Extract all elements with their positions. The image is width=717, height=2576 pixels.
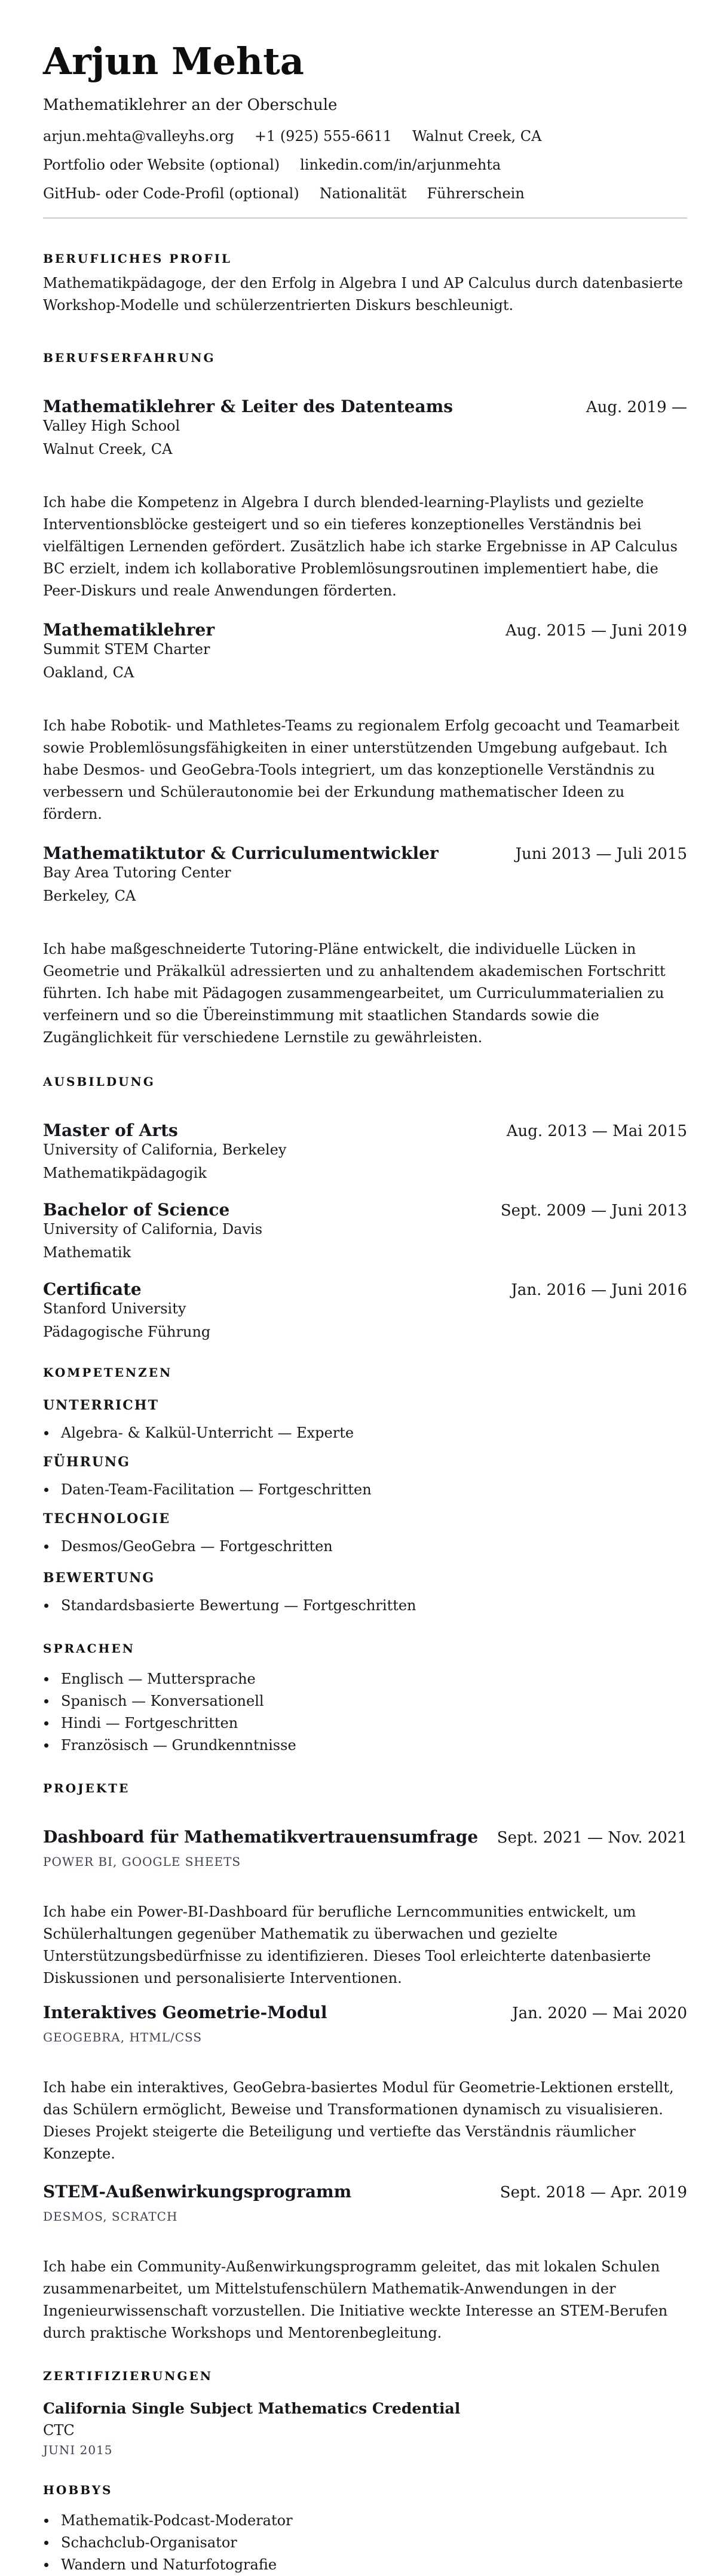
candidate-name: Arjun Mehta: [43, 39, 304, 83]
certification-entry: [43, 2399, 687, 2457]
skills-heading: KOMPETENZEN: [43, 1365, 173, 1380]
languages-list: [43, 1668, 687, 1757]
degree-school: Stanford University: [43, 1300, 186, 1317]
degree-dates: Jan. 2016 — Juni 2016: [511, 1281, 687, 1299]
contact-row-3: [43, 185, 687, 202]
skill-item-label: Standardsbasierte Bewertung — Fortgeschritten: [61, 1597, 416, 1614]
project-description: Ich habe ein Power-BI-Dashboard für berufliche Lerncommunities entwickelt, um Schülerhaltungen gegenüber Mathematik zu überwachen und gezielte Unterstützungsbedürfnisse zu identifizieren. Dieses Tool erleichterte datenbasierte Diskussionen und personalisierte Interventionen.: [43, 1903, 651, 1987]
project-title: STEM-Außenwirkungsprogramm: [43, 2182, 352, 2202]
project-technologies: DESMOS, SCRATCH: [43, 2209, 178, 2224]
entry-header: [43, 620, 687, 640]
projects-heading: PROJEKTE: [43, 1781, 130, 1795]
skill-category-name: TECHNOLOGIE: [43, 1511, 171, 1527]
experience-entry: [43, 843, 687, 1049]
degree-title: Certificate: [43, 1279, 142, 1299]
skill-category: [43, 1397, 687, 1444]
contact-phone: +1 (925) 555-6611: [254, 128, 392, 145]
certifications-heading: ZERTIFIZIERUNGEN: [43, 2369, 213, 2383]
job-company: Bay Area Tutoring Center: [43, 864, 231, 881]
degree-field: Mathematik: [43, 1244, 131, 1261]
language-label: Französisch — Grundkenntnisse: [61, 1737, 296, 1754]
list-item: [43, 1668, 687, 1690]
contact-email: arjun.mehta@valleyhs.org: [43, 128, 234, 145]
degree-title: Master of Arts: [43, 1120, 178, 1140]
degree-field: Mathematikpädagogik: [43, 1165, 207, 1181]
header-divider: [43, 217, 687, 219]
degree-field: Pädagogische Führung: [43, 1324, 211, 1340]
skill-category: [43, 1454, 687, 1501]
entry-header: [43, 1827, 687, 1847]
list-item: [43, 1734, 687, 1757]
skill-item-label: Daten-Team-Facilitation — Fortgeschritten: [61, 1481, 372, 1498]
degree-school: University of California, Davis: [43, 1221, 263, 1238]
project-description: Ich habe ein Community-Außenwirkungsprogramm geleitet, das mit lokalen Schulen zusammenarbeitet, um Mittelstufenschülern Mathematik-Anwendungen in der Ingenieurwissenschaft vorzustellen. Die Initiative weckte Interesse an STEM-Berufen durch praktische Workshops und Mentorenbegleitung.: [43, 2258, 668, 2341]
list-item: [43, 2532, 687, 2554]
project-dates: Sept. 2021 — Nov. 2021: [497, 1829, 687, 1847]
entry-header: [43, 2182, 687, 2202]
job-location: Walnut Creek, CA: [43, 441, 173, 458]
section-profile: [43, 251, 687, 317]
contact-row-1: [43, 128, 687, 145]
skill-item: [43, 1536, 687, 1558]
bullet-icon: [44, 1488, 48, 1492]
skill-item: [43, 1479, 687, 1501]
contact-row-2: [43, 156, 687, 173]
entry-header: [43, 1279, 687, 1300]
certification-issuer: CTC: [43, 2422, 75, 2439]
bullet-icon: [44, 1699, 48, 1703]
project-entry: [43, 1827, 687, 1989]
skill-item-label: Algebra- & Kalkül-Unterricht — Experte: [61, 1424, 354, 1441]
section-languages: [43, 1641, 687, 1757]
job-company: Valley High School: [43, 417, 180, 434]
experience-entry: [43, 397, 687, 602]
bullet-icon: [44, 1743, 48, 1748]
education-entry: [43, 1200, 687, 1261]
hobby-label: Mathematik-Podcast-Moderator: [61, 2512, 293, 2529]
entry-header: [43, 1120, 687, 1141]
list-item: [43, 1712, 687, 1734]
education-entry: [43, 1279, 687, 1341]
project-entry: [43, 2003, 687, 2165]
section-hobbies: [43, 2482, 687, 2576]
hobbies-heading: HOBBYS: [43, 2483, 113, 2497]
entry-header: [43, 1200, 687, 1220]
list-item: [43, 2510, 687, 2532]
section-skills: [43, 1365, 687, 1617]
bullet-icon: [44, 2519, 48, 2523]
job-location: Berkeley, CA: [43, 888, 136, 904]
education-entry: [43, 1120, 687, 1182]
project-technologies: GEOGEBRA, HTML/CSS: [43, 2030, 203, 2044]
job-dates: Aug. 2015 — Juni 2019: [505, 622, 687, 640]
skill-item: [43, 1595, 687, 1617]
job-dates: Juni 2013 — Juli 2015: [515, 845, 687, 863]
skill-category: [43, 1510, 687, 1558]
job-title: Mathematiktutor & Curriculumentwickler: [43, 843, 439, 863]
contact-github: GitHub- oder Code-Profil (optional): [43, 185, 299, 202]
degree-title: Bachelor of Science: [43, 1200, 230, 1220]
resume-header: [43, 38, 687, 219]
contact-linkedin: linkedin.com/in/arjunmehta: [300, 156, 501, 173]
project-entry: [43, 2182, 687, 2344]
hobby-label: Schachclub-Organisator: [61, 2534, 237, 2551]
degree-school: University of California, Berkeley: [43, 1141, 287, 1158]
job-location: Oakland, CA: [43, 664, 134, 681]
language-label: Englisch — Muttersprache: [61, 1671, 256, 1687]
experience-heading: BERUFSERFAHRUNG: [43, 351, 216, 365]
list-item: [43, 1690, 687, 1712]
bullet-icon: [44, 1545, 48, 1549]
bullet-icon: [44, 1677, 48, 1681]
section-projects: [43, 1780, 687, 2344]
certification-date: JUNI 2015: [43, 2443, 113, 2457]
job-description: Ich habe die Kompetenz in Algebra I durch blended-learning-Playlists und gezielte Interventionsblöcke gesteigert und so ein tieferes konzeptionelles Verständnis bei vielfältigen Lernenden gefördert. Zusätzlich habe ich starke Ergebnisse in AP Calculus BC erzielt, indem ich kollaborative Problemlösungsroutinen implementiert habe, die Peer-Diskurs und reale Anwendungen förderten.: [43, 494, 678, 599]
bullet-icon: [44, 2563, 48, 2567]
language-label: Spanisch — Konversationell: [61, 1693, 264, 1709]
experience-entry: [43, 620, 687, 825]
job-dates: Aug. 2019 —: [586, 398, 687, 416]
candidate-job-title: Mathematiklehrer an der Oberschule: [43, 96, 338, 114]
contact-website: Portfolio oder Website (optional): [43, 156, 280, 173]
project-title: Dashboard für Mathematikvertrauensumfrage: [43, 1827, 479, 1847]
skill-item-label: Desmos/GeoGebra — Fortgeschritten: [61, 1538, 333, 1555]
project-description: Ich habe ein interaktives, GeoGebra-basiertes Modul für Geometrie-Lektionen erstellt, das Schülern ermöglicht, Beweise und Transformationen dynamisch zu visualisieren. Dieses Projekt steigerte die Beteiligung und vertiefte das Verständnis räumlicher Konzepte.: [43, 2079, 674, 2162]
bullet-icon: [44, 2541, 48, 2545]
profile-text: Mathematikpädagoge, der den Erfolg in Algebra I und AP Calculus durch datenbasierte Workshop-Modelle und schülerzentrierten Diskurs beschleunigt.: [43, 275, 683, 314]
project-dates: Jan. 2020 — Mai 2020: [512, 2004, 687, 2022]
bullet-icon: [44, 1721, 48, 1725]
project-title: Interaktives Geometrie-Modul: [43, 2003, 327, 2022]
skill-category: [43, 1570, 687, 1617]
skill-item: [43, 1422, 687, 1444]
hobby-label: Wandern und Naturfotografie: [61, 2556, 277, 2573]
profile-heading: BERUFLICHES PROFIL: [43, 251, 232, 266]
contact-location: Walnut Creek, CA: [412, 128, 542, 145]
skill-category-name: UNTERRICHT: [43, 1398, 159, 1413]
section-education: [43, 1074, 687, 1341]
certification-title: California Single Subject Mathematics Credential: [43, 2400, 461, 2417]
languages-heading: SPRACHEN: [43, 1641, 135, 1656]
job-description: Ich habe Robotik- und Mathletes-Teams zu regionalem Erfolg gecoacht und Teamarbeit sowie Problemlösungsfähigkeiten in einer unterstützenden Umgebung aufgebaut. Ich habe Desmos- und GeoGebra-Tools integriert, um das konzeptionelle Verständnis zu verbessern und Schülerautonomie bei der Erkundung mathematischer Ideen zu fördern.: [43, 717, 679, 822]
entry-header: [43, 397, 687, 417]
contact-nationality: Nationalität: [319, 185, 407, 202]
job-title: Mathematiklehrer: [43, 620, 215, 640]
job-description: Ich habe maßgeschneiderte Tutoring-Pläne entwickelt, die individuelle Lücken in Geometrie und Präkalkül adressierten und zu anhaltendem akademischen Fortschritt führten. Ich habe mit Pädagogen zusammengearbeitet, um Curriculummaterialien zu verfeinern und so die Übereinstimmung mit staatlichen Standards sowie die Zugänglichkeit für verschiedene Lernstile zu gewährleisten.: [43, 941, 666, 1046]
degree-dates: Aug. 2013 — Mai 2015: [506, 1122, 687, 1140]
project-dates: Sept. 2018 — Apr. 2019: [500, 2184, 687, 2202]
job-title: Mathematiklehrer & Leiter des Datenteams: [43, 397, 453, 416]
degree-dates: Sept. 2009 — Juni 2013: [500, 1202, 687, 1220]
bullet-icon: [44, 1604, 48, 1608]
language-label: Hindi — Fortgeschritten: [61, 1715, 238, 1731]
job-company: Summit STEM Charter: [43, 641, 210, 658]
hobbies-list: [43, 2510, 687, 2576]
entry-header: [43, 843, 687, 864]
section-certifications: [43, 2368, 687, 2457]
contact-block: [43, 128, 687, 202]
bullet-icon: [44, 1431, 48, 1435]
project-technologies: POWER BI, GOOGLE SHEETS: [43, 1855, 241, 1869]
skill-category-name: BEWERTUNG: [43, 1570, 155, 1586]
education-heading: AUSBILDUNG: [43, 1074, 155, 1089]
list-item: [43, 2554, 687, 2576]
entry-header: [43, 2003, 687, 2023]
contact-drivers-license: Führerschein: [427, 185, 525, 202]
skill-category-name: FÜHRUNG: [43, 1454, 130, 1470]
section-experience: [43, 350, 687, 1049]
